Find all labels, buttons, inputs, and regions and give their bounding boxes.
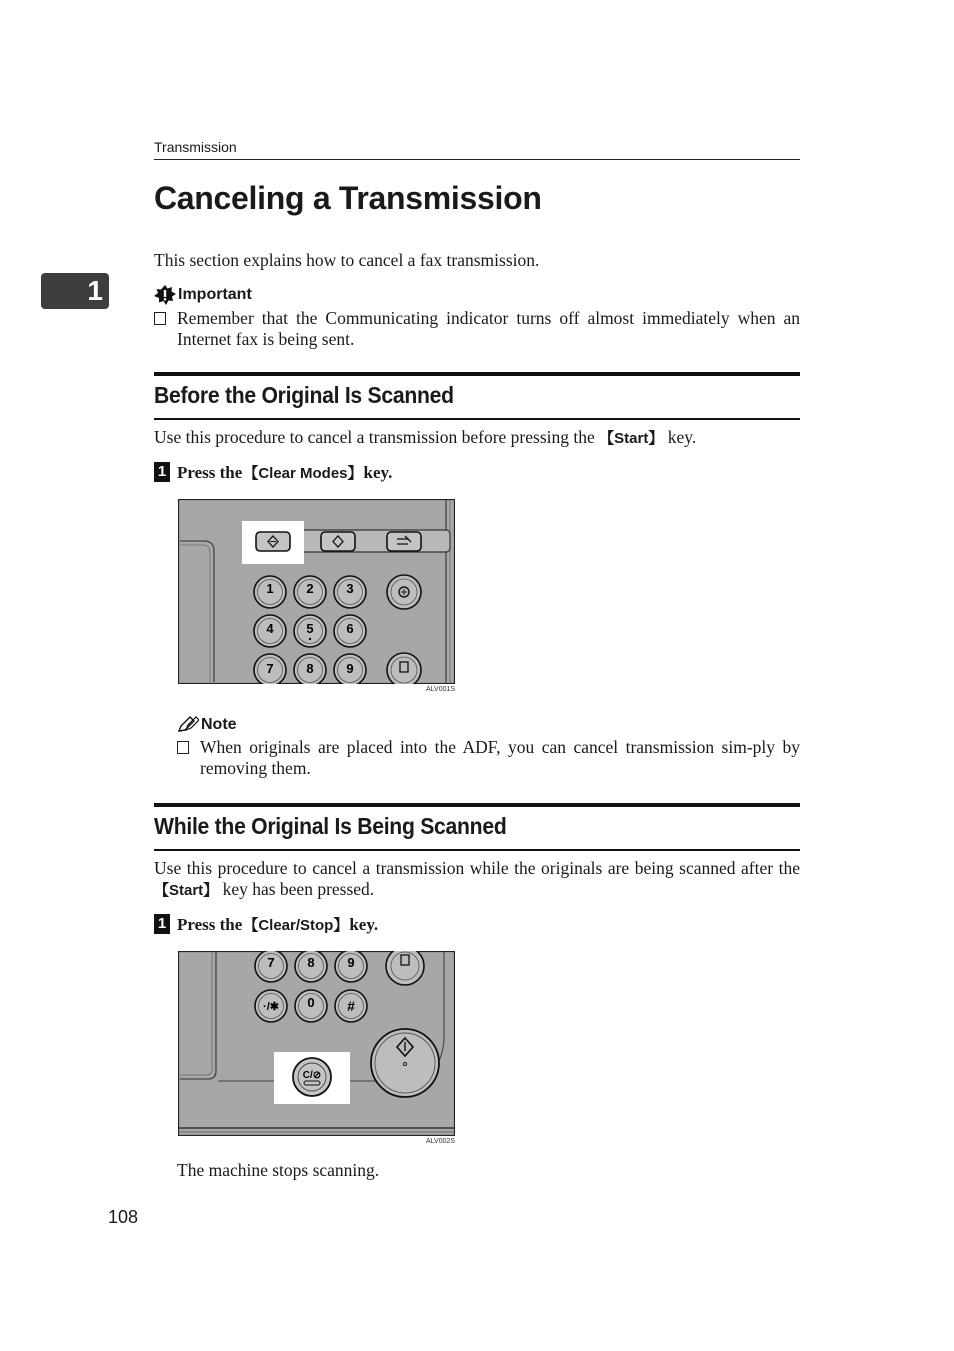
figure-clear-stop-panel xyxy=(178,951,455,1136)
pause-redial-key-icon xyxy=(386,951,424,985)
svg-text:2: 2 xyxy=(306,581,314,596)
keypad-key-0 xyxy=(295,990,327,1022)
page-number: 108 xyxy=(108,1207,139,1227)
important-callout xyxy=(154,285,800,350)
svg-text:6: 6 xyxy=(346,621,354,636)
keypad-key-9 xyxy=(334,654,366,684)
section1-description: Use this procedure to cancel a transmission before pressing the 【Start】 key. xyxy=(154,427,697,447)
important-heading xyxy=(154,285,800,305)
svg-text:7: 7 xyxy=(267,955,275,970)
start-button-icon xyxy=(371,1029,439,1097)
svg-text:7: 7 xyxy=(266,661,274,676)
mode-button-2-icon xyxy=(321,532,355,551)
chapter-number: 1 xyxy=(87,275,103,306)
keypad-key-tone-star xyxy=(255,990,287,1022)
svg-text:1: 1 xyxy=(266,581,274,596)
keypad-key-1 xyxy=(254,576,286,608)
figure2-caption-code: ALV002S xyxy=(426,1138,456,1145)
section1-step: 1 Press the 【Clear Modes】 key. xyxy=(154,462,392,483)
running-header: Transmission xyxy=(154,139,237,155)
page-title: Canceling a Transmission xyxy=(154,180,542,216)
start-key-name: 【Start】 xyxy=(154,882,219,899)
step-result-text: The machine stops scanning. xyxy=(177,1160,380,1180)
keypad-key-7 xyxy=(255,951,287,982)
chapter-tab xyxy=(41,273,109,309)
clear-stop-button-icon xyxy=(293,1058,331,1096)
important-label: Important xyxy=(178,286,252,303)
section2-description: Use this procedure to cancel a transmission while the originals are being scanned after the 【Start】 key has been pressed. xyxy=(154,858,800,899)
clear-modes-button-icon xyxy=(256,532,290,551)
section-rule-bottom xyxy=(154,849,800,851)
program-key-icon xyxy=(387,575,421,609)
pencil-icon xyxy=(177,716,199,734)
keypad-key-8 xyxy=(295,951,327,982)
step-number: 1 xyxy=(154,914,170,934)
svg-text:9: 9 xyxy=(347,955,355,970)
keypad-key-3 xyxy=(334,576,366,608)
keypad-key-6 xyxy=(334,615,366,647)
svg-text:0: 0 xyxy=(307,995,315,1010)
header-rule xyxy=(154,159,800,160)
svg-text:9: 9 xyxy=(346,661,354,676)
section-title-before-scan: Before the Original Is Scanned xyxy=(154,382,454,408)
svg-text:·/✱: ·/✱ xyxy=(263,1001,279,1013)
section-rule-bottom xyxy=(154,418,800,420)
svg-text:4: 4 xyxy=(266,621,274,636)
note-heading xyxy=(177,716,800,734)
note-label: Note xyxy=(201,716,237,733)
important-item-text: Remember that the Communicating indicator turns off almost immediately when an Internet fax is being sent. xyxy=(177,308,800,349)
svg-text:5: 5 xyxy=(306,621,314,636)
svg-text:8: 8 xyxy=(306,661,314,676)
svg-text:3: 3 xyxy=(346,581,354,596)
important-icon xyxy=(154,285,176,305)
clear-stop-key-name: 【Clear/Stop】 xyxy=(243,917,349,934)
checkbox-bullet-icon xyxy=(177,737,200,779)
step-number: 1 xyxy=(154,462,170,482)
checkbox-bullet-icon xyxy=(154,308,177,350)
svg-text:C/⊘: C/⊘ xyxy=(302,1070,322,1081)
svg-text:8: 8 xyxy=(307,955,315,970)
svg-text:#: # xyxy=(347,998,355,1014)
keypad-key-7 xyxy=(254,654,286,684)
start-key-name: 【Start】 xyxy=(599,430,664,447)
mode-button-3-icon xyxy=(387,532,421,551)
pause-redial-key-icon xyxy=(387,653,421,684)
note-item-text: When originals are placed into the ADF, you can cancel transmission sim-ply by removing them. xyxy=(200,737,800,778)
note-item xyxy=(177,737,800,779)
figure-clear-modes-panel xyxy=(178,499,455,684)
keypad-key-9 xyxy=(335,951,367,982)
keypad-key-8 xyxy=(294,654,326,684)
clear-modes-key-name: 【Clear Modes】 xyxy=(243,465,363,482)
section2-step: 1 Press the 【Clear/Stop】 key. xyxy=(154,914,378,935)
section-rule-top xyxy=(154,372,800,376)
note-callout xyxy=(177,716,800,779)
important-item xyxy=(154,308,800,350)
section-title-while-scanning: While the Original Is Being Scanned xyxy=(154,813,507,839)
figure1-caption-code: ALV001S xyxy=(426,686,456,693)
keypad-key-2 xyxy=(294,576,326,608)
keypad-key-hash xyxy=(335,990,367,1022)
keypad-key-4 xyxy=(254,615,286,647)
intro-paragraph: This section explains how to cancel a fax transmission. xyxy=(154,250,540,270)
section-rule-top xyxy=(154,803,800,807)
keypad-key-5 xyxy=(294,615,326,647)
